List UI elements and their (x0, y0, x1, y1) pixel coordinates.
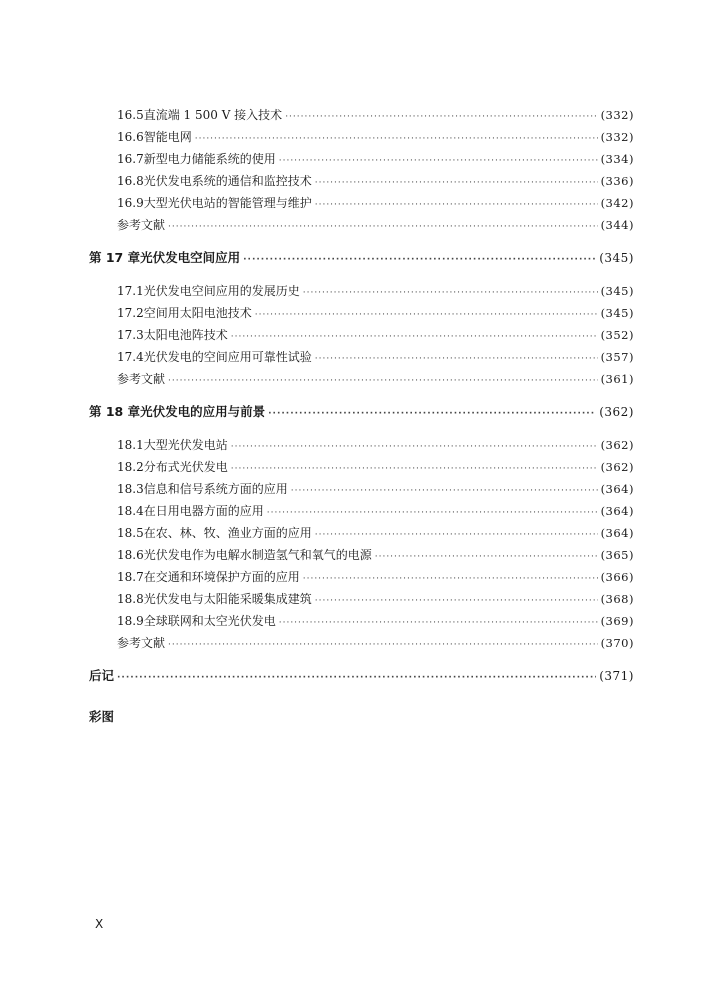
dot-leader (168, 216, 598, 238)
section-number: 18.6 (117, 548, 144, 562)
section-number: 17.3 (117, 328, 144, 342)
toc-entry-16-7[interactable] (89, 148, 634, 170)
dot-leader (315, 524, 598, 546)
dot-leader (231, 436, 598, 458)
dot-leader (303, 282, 598, 304)
section-number: 17.2 (117, 306, 144, 320)
page-number: (364) (600, 482, 634, 496)
references-title: 参考文献 (117, 372, 166, 386)
toc-entry-17-3[interactable] (89, 324, 634, 346)
page-number: (336) (600, 174, 634, 188)
section-title: 光伏发电与太阳能采暖集成建筑 (143, 592, 312, 606)
toc-entry-18-1[interactable] (89, 434, 634, 456)
section-number: 16.8 (117, 174, 144, 188)
page-number: (344) (600, 218, 634, 232)
section-title: 太阳电池阵技术 (143, 328, 228, 342)
toc-entry-18-7[interactable] (89, 566, 634, 588)
dot-leader (279, 150, 598, 172)
chapter-title: 光伏发电空间应用 (140, 250, 241, 265)
section-title: 直流端 1 500 V 接入技术 (143, 108, 283, 122)
section-title: 信息和信号系统方面的应用 (143, 482, 288, 496)
page-number: (345) (600, 284, 634, 298)
toc-entry-16-references[interactable] (89, 214, 634, 236)
dot-leader (231, 458, 598, 480)
section-title: 光伏发电作为电解水制造氢气和氧气的电源 (143, 548, 372, 562)
section-title: 新型电力储能系统的使用 (143, 152, 276, 166)
section-title: 全球联网和太空光伏发电 (143, 614, 276, 628)
section-title: 光伏发电系统的通信和监控技术 (143, 174, 312, 188)
section-number: 17.1 (117, 284, 144, 298)
dot-leader (303, 568, 598, 590)
toc-entry-18-2[interactable] (89, 456, 634, 478)
section-title: 空间用太阳电池技术 (143, 306, 252, 320)
toc-entry-16-5[interactable] (89, 104, 634, 126)
chapter-label: 第 18 章 (89, 404, 141, 419)
references-title: 参考文献 (117, 218, 166, 232)
page-number: (371) (599, 669, 634, 683)
references-title: 参考文献 (117, 636, 166, 650)
dot-leader (168, 634, 598, 656)
page-number: (364) (600, 504, 634, 518)
section-number: 16.6 (117, 130, 144, 144)
dot-leader (315, 172, 598, 194)
toc-entry-18-5[interactable] (89, 522, 634, 544)
section-title: 光伏发电空间应用的发展历史 (143, 284, 300, 298)
section-number: 18.1 (117, 438, 144, 452)
dot-leader (195, 128, 598, 150)
table-of-contents (89, 104, 634, 687)
page-number: (369) (600, 614, 634, 628)
section-number: 18.8 (117, 592, 144, 606)
dot-leader (279, 612, 598, 634)
section-title: 分布式光伏发电 (143, 460, 228, 474)
toc-entry-18-9[interactable] (89, 610, 634, 632)
page-number: (362) (599, 405, 634, 419)
section-title: 在交通和环境保护方面的应用 (143, 570, 300, 584)
dot-leader (243, 249, 596, 271)
section-number: 16.9 (117, 196, 144, 210)
dot-leader (168, 370, 598, 392)
page-number: (342) (600, 196, 634, 210)
toc-entry-16-9[interactable] (89, 192, 634, 214)
page-number: (357) (600, 350, 634, 364)
dot-leader (268, 403, 596, 425)
page-number: (352) (600, 328, 634, 342)
postscript-title: 后记 (89, 668, 115, 683)
section-number: 16.7 (117, 152, 144, 166)
page-number: (361) (600, 372, 634, 386)
page-number: (345) (600, 306, 634, 320)
page-number: (345) (599, 251, 634, 265)
section-number: 18.9 (117, 614, 144, 628)
chapter-label: 第 17 章 (89, 250, 141, 265)
dot-leader (231, 326, 598, 348)
toc-entry-17-references[interactable] (89, 368, 634, 390)
dot-leader (117, 667, 596, 689)
dot-leader (267, 502, 598, 524)
page-number: (332) (600, 130, 634, 144)
toc-entry-18-8[interactable] (89, 588, 634, 610)
section-title: 大型光伏发电站 (143, 438, 228, 452)
section-title: 在日用电器方面的应用 (143, 504, 264, 518)
toc-entry-18-6[interactable] (89, 544, 634, 566)
dot-leader (285, 106, 597, 128)
toc-entry-18-4[interactable] (89, 500, 634, 522)
dot-leader (315, 590, 598, 612)
page-folio: X (95, 917, 104, 931)
section-number: 18.2 (117, 460, 144, 474)
page-number: (334) (600, 152, 634, 166)
page-number: (362) (600, 438, 634, 452)
page-number: (370) (600, 636, 634, 650)
toc-postscript[interactable] (89, 665, 634, 687)
dot-leader (291, 480, 598, 502)
section-number: 18.3 (117, 482, 144, 496)
dot-leader (315, 348, 598, 370)
section-number: 18.5 (117, 526, 144, 540)
toc-entry-17-4[interactable] (89, 346, 634, 368)
toc-entry-16-6[interactable] (89, 126, 634, 148)
toc-chapter-18[interactable] (89, 401, 634, 423)
toc-entry-16-8[interactable] (89, 170, 634, 192)
dot-leader (375, 546, 598, 568)
toc-chapter-17[interactable] (89, 247, 634, 269)
page-number: (362) (600, 460, 634, 474)
page-number: (365) (600, 548, 634, 562)
section-title: 大型光伏电站的智能管理与维护 (143, 196, 312, 210)
dot-leader (315, 194, 598, 216)
section-title: 在农、林、牧、渔业方面的应用 (143, 526, 312, 540)
section-number: 18.4 (117, 504, 144, 518)
toc-color-plates[interactable]: 彩图 (89, 709, 115, 724)
toc-entry-18-references[interactable] (89, 632, 634, 654)
section-number: 16.5 (117, 108, 144, 122)
section-title: 光伏发电的空间应用可靠性试验 (143, 350, 312, 364)
toc-entry-17-2[interactable] (89, 302, 634, 324)
page-number: (368) (600, 592, 634, 606)
section-number: 18.7 (117, 570, 144, 584)
page-number: (332) (600, 108, 634, 122)
page-number: (366) (600, 570, 634, 584)
chapter-title: 光伏发电的应用与前景 (140, 404, 266, 419)
section-number: 17.4 (117, 350, 144, 364)
page-number: (364) (600, 526, 634, 540)
toc-entry-17-1[interactable] (89, 280, 634, 302)
dot-leader (255, 304, 598, 326)
section-title: 智能电网 (143, 130, 192, 144)
toc-entry-18-3[interactable] (89, 478, 634, 500)
